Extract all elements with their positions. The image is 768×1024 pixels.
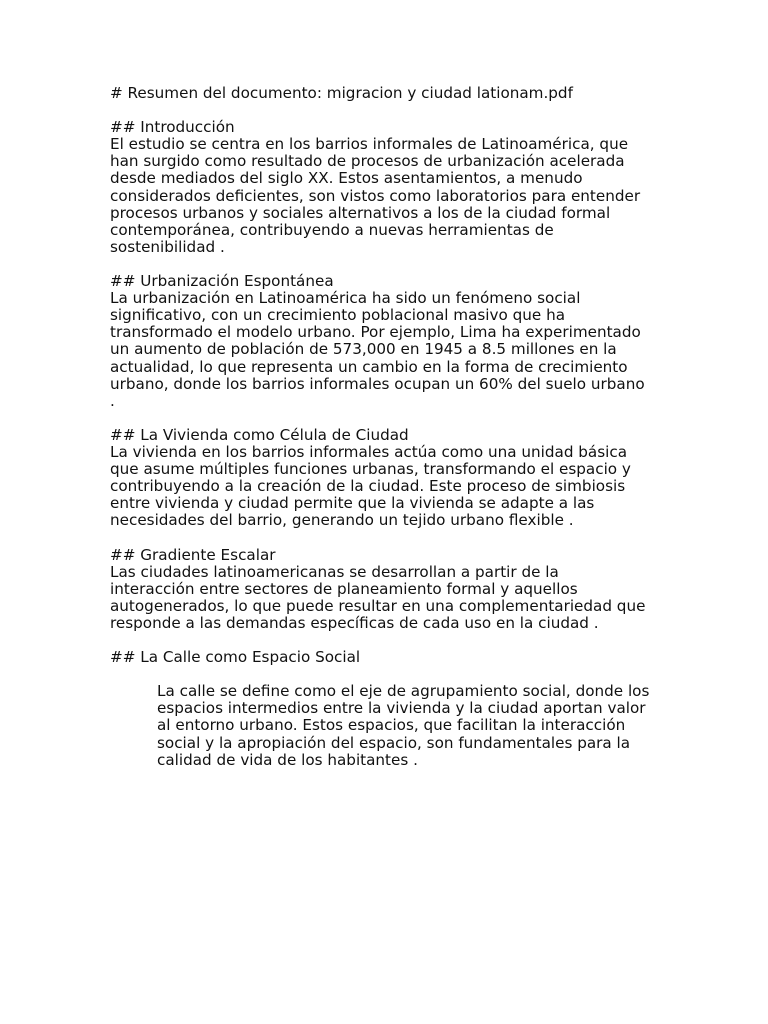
paragraph-line: desde mediados del siglo XX. Estos asentamientos, a menudo bbox=[110, 169, 583, 188]
paragraph-line: procesos urbanos y sociales alternativos a los de la ciudad formal bbox=[110, 203, 611, 222]
paragraph-line: transformado el modelo urbano. Por ejemplo, Lima ha experimentado bbox=[110, 323, 641, 342]
document-page bbox=[110, 85, 670, 769]
section-heading: ## Gradiente Escalar bbox=[110, 545, 276, 564]
spacer bbox=[110, 410, 670, 427]
paragraph-line: Las ciudades latinoamericanas se desarrollan a partir de la bbox=[110, 562, 559, 581]
paragraph-line: necesidades del barrio, generando un tejido urbano flexible . bbox=[110, 511, 574, 530]
paragraph-line: interacción entre sectores de planeamiento formal y aquellos bbox=[110, 579, 578, 598]
section-gradiente-escalar bbox=[110, 547, 670, 632]
paragraph-line: que asume múltiples funciones urbanas, transformando el espacio y bbox=[110, 460, 631, 479]
document-title: # Resumen del documento: migracion y ciudad lationam.pdf bbox=[110, 84, 573, 102]
paragraph-line: calidad de vida de los habitantes . bbox=[157, 750, 418, 769]
section-introduccion bbox=[110, 119, 670, 256]
spacer bbox=[110, 666, 670, 683]
paragraph-line: al entorno urbano. Estos espacios, que facilitan la interacción bbox=[157, 716, 626, 735]
paragraph-line: han surgido como resultado de procesos de urbanización acelerada bbox=[110, 152, 625, 171]
section-heading: ## La Calle como Espacio Social bbox=[110, 648, 361, 667]
section-heading: ## La Vivienda como Célula de Ciudad bbox=[110, 425, 409, 444]
paragraph-line: contribuyendo a la creación de la ciudad. Este proceso de simbiosis bbox=[110, 477, 626, 496]
paragraph-line: sostenibilidad . bbox=[110, 237, 225, 256]
paragraph-line: urbano, donde los barrios informales ocupan un 60% del suelo urbano bbox=[110, 374, 645, 393]
paragraph-line: significativo, con un crecimiento poblacional masivo que ha bbox=[110, 306, 566, 325]
section-heading: ## Introducción bbox=[110, 118, 235, 137]
section-heading: ## Urbanización Espontánea bbox=[110, 272, 334, 291]
paragraph-line: actualidad, lo que representa un cambio en la forma de crecimiento bbox=[110, 357, 628, 376]
paragraph-line: social y la apropiación del espacio, son fundamentales para la bbox=[157, 733, 631, 752]
paragraph-line: autogenerados, lo que puede resultar en una complementariedad que bbox=[110, 596, 646, 615]
paragraph-line: contemporánea, contribuyendo a nuevas herramientas de bbox=[110, 220, 554, 239]
spacer bbox=[110, 632, 670, 649]
spacer bbox=[110, 256, 670, 273]
section-urbanizacion-espontanea bbox=[110, 273, 670, 410]
paragraph-line: La urbanización en Latinoamérica ha sido un fenómeno social bbox=[110, 289, 581, 308]
paragraph-line: El estudio se centra en los barrios informales de Latinoamérica, que bbox=[110, 135, 629, 154]
section-vivienda-celula bbox=[110, 427, 670, 530]
section-calle-espacio-social bbox=[110, 649, 670, 769]
paragraph-line: responde a las demandas específicas de cada uso en la ciudad . bbox=[110, 613, 599, 632]
spacer bbox=[110, 102, 670, 119]
paragraph-line: La calle se define como el eje de agrupamiento social, donde los bbox=[157, 682, 650, 701]
paragraph-line: entre vivienda y ciudad permite que la vivienda se adapte a las bbox=[110, 494, 595, 513]
indented-paragraph bbox=[110, 683, 670, 768]
paragraph-line: un aumento de población de 573,000 en 1945 a 8.5 millones en la bbox=[110, 340, 617, 359]
paragraph-line: La vivienda en los barrios informales actúa como una unidad básica bbox=[110, 442, 628, 461]
spacer bbox=[110, 529, 670, 546]
paragraph-line: espacios intermedios entre la vivienda y la ciudad aportan valor bbox=[157, 699, 646, 718]
paragraph-line: considerados deficientes, son vistos como laboratorios para entender bbox=[110, 186, 641, 205]
paragraph-line: . bbox=[110, 391, 115, 410]
